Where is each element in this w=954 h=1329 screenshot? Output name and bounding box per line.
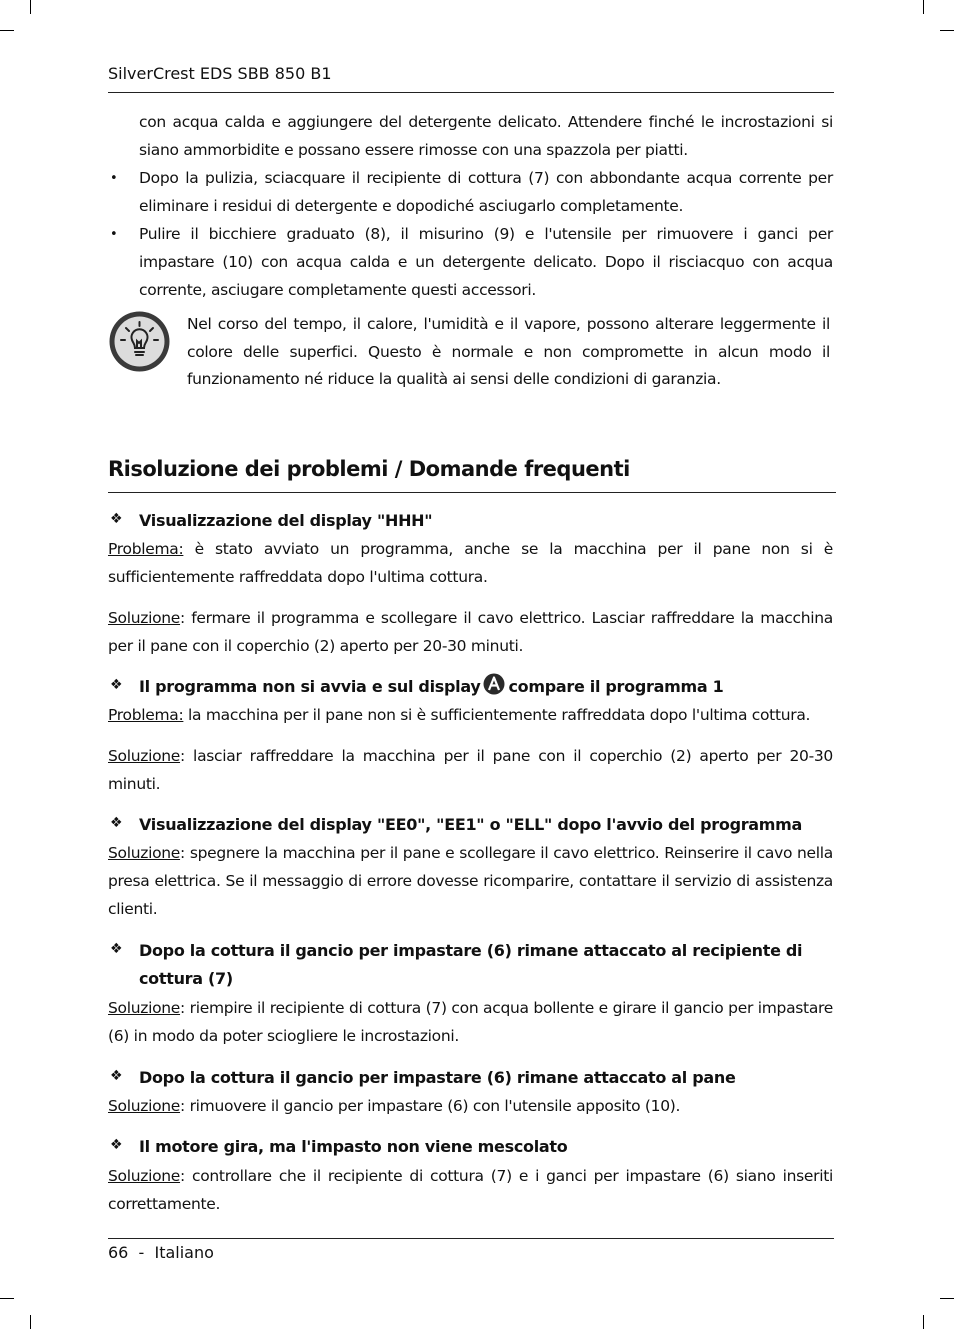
solution-label: Soluzione bbox=[108, 1167, 181, 1185]
solution-label: Soluzione bbox=[108, 844, 181, 862]
bullet-item: Pulire il bicchiere graduato (8), il misurino (9) e l'utensile per rimuovere i ganci per impastare (10) con acqua calda e un detergente delicato. Dopo il risciacquo con acqua corrente, asciugare completamente questi accessori. bbox=[139, 225, 833, 299]
solution-text: : spegnere la macchina per il pane e scollegare il cavo elettrico. Reinserire il cavo nella presa elettrica. Se il messaggio di errore dovesse ricomparire, contattare il servizio di assistenza clienti. bbox=[108, 844, 833, 918]
faq-solution bbox=[108, 1092, 833, 1120]
crop-mark bbox=[923, 0, 924, 14]
crop-mark bbox=[0, 30, 14, 31]
page-number: 66 bbox=[108, 1243, 129, 1262]
crop-mark bbox=[30, 0, 31, 14]
crop-mark bbox=[940, 1298, 954, 1299]
faq-solution bbox=[108, 839, 833, 923]
footer-rule bbox=[108, 1238, 834, 1239]
solution-label: Soluzione bbox=[108, 1097, 181, 1115]
page-footer bbox=[108, 1243, 214, 1262]
solution-text: : riempire il recipiente di cottura (7) con acqua bollente e girare il gancio per impastare (6) in modo da poter sciogliere le incrostazioni. bbox=[108, 999, 833, 1045]
crop-mark bbox=[940, 30, 954, 31]
solution-label: Soluzione bbox=[108, 609, 181, 627]
diamond-bullet-icon: ❖ bbox=[110, 677, 123, 693]
solution-text: : rimuovere il gancio per impastare (6) con l'utensile apposito (10). bbox=[180, 1097, 681, 1115]
diamond-bullet-icon: ❖ bbox=[110, 815, 123, 831]
solution-text: : lasciar raffreddare la macchina per il pane con il coperchio (2) aperto per 20-30 minuti. bbox=[108, 747, 833, 793]
faq-solution bbox=[108, 1162, 833, 1218]
faq-problem bbox=[108, 701, 833, 729]
bullet-item: Dopo la pulizia, sciacquare il recipiente di cottura (7) con abbondante acqua corrente per eliminare i residui di detergente e dopodiché asciugarlo completamente. bbox=[139, 169, 833, 215]
section-title: Risoluzione dei problemi / Domande frequenti bbox=[108, 457, 630, 481]
display-a-icon bbox=[483, 673, 505, 704]
footer-separator: - bbox=[138, 1243, 145, 1262]
faq-question: Dopo la cottura il gancio per impastare (6) rimane attaccato al recipiente di cottura (7) bbox=[139, 941, 803, 988]
solution-label: Soluzione bbox=[108, 999, 181, 1017]
lightbulb-icon bbox=[108, 310, 171, 373]
question-part: compare il programma 1 bbox=[508, 677, 724, 696]
crop-mark bbox=[923, 1315, 924, 1329]
faq-solution bbox=[108, 604, 833, 660]
problem-label: Problema: bbox=[108, 540, 184, 558]
diamond-bullet-icon: ❖ bbox=[110, 1068, 123, 1084]
bullet-symbol: • bbox=[110, 171, 118, 186]
intro-continuation: con acqua calda e aggiungere del detergente delicato. Attendere finché le incrostazioni si siano ammorbidite e possano essere rimosse con una spazzola per piatti. bbox=[139, 113, 833, 159]
faq-solution bbox=[108, 742, 833, 798]
faq-question: Visualizzazione del display "EE0", "EE1" o "ELL" dopo l'avvio del programma bbox=[139, 815, 803, 834]
problem-text: è stato avviato un programma, anche se la macchina per il pane non si è sufficientemente raffreddata dopo l'ultima cottura. bbox=[108, 540, 833, 586]
page-header-title: SilverCrest EDS SBB 850 B1 bbox=[108, 64, 332, 83]
problem-text: la macchina per il pane non si è sufficientemente raffreddata dopo l'ultima cottura. bbox=[183, 706, 811, 724]
section-rule bbox=[108, 492, 836, 493]
solution-label: Soluzione bbox=[108, 747, 181, 765]
crop-mark bbox=[0, 1298, 14, 1299]
bullet-symbol: • bbox=[110, 227, 118, 242]
diamond-bullet-icon: ❖ bbox=[110, 941, 123, 957]
faq-question: Visualizzazione del display "HHH" bbox=[139, 511, 433, 530]
question-part: Il programma non si avvia e sul display bbox=[139, 677, 481, 696]
header-rule bbox=[108, 92, 834, 93]
faq-problem bbox=[108, 535, 833, 591]
footer-language: Italiano bbox=[154, 1243, 214, 1262]
solution-text: : controllare che il recipiente di cottura (7) e i ganci per impastare (6) siano inseriti correttamente. bbox=[108, 1167, 833, 1213]
diamond-bullet-icon: ❖ bbox=[110, 1137, 123, 1153]
faq-question: Il motore gira, ma l'impasto non viene mescolato bbox=[139, 1137, 568, 1156]
solution-text: : fermare il programma e scollegare il cavo elettrico. Lasciar raffreddare la macchina per il pane con il coperchio (2) aperto per 20-30 minuti. bbox=[108, 609, 833, 655]
crop-mark bbox=[30, 1315, 31, 1329]
note-text: Nel corso del tempo, il calore, l'umidità e il vapore, possono alterare leggermente il colore delle superfici. Questo è normale e non compromette in alcun modo il funzionamento né riduce la qualità ai sensi delle condizioni di garanzia. bbox=[187, 315, 830, 388]
problem-label: Problema: bbox=[108, 706, 184, 724]
faq-solution bbox=[108, 994, 833, 1050]
faq-question: Dopo la cottura il gancio per impastare (6) rimane attaccato al pane bbox=[139, 1068, 736, 1087]
diamond-bullet-icon: ❖ bbox=[110, 511, 123, 527]
faq-question bbox=[139, 673, 833, 704]
